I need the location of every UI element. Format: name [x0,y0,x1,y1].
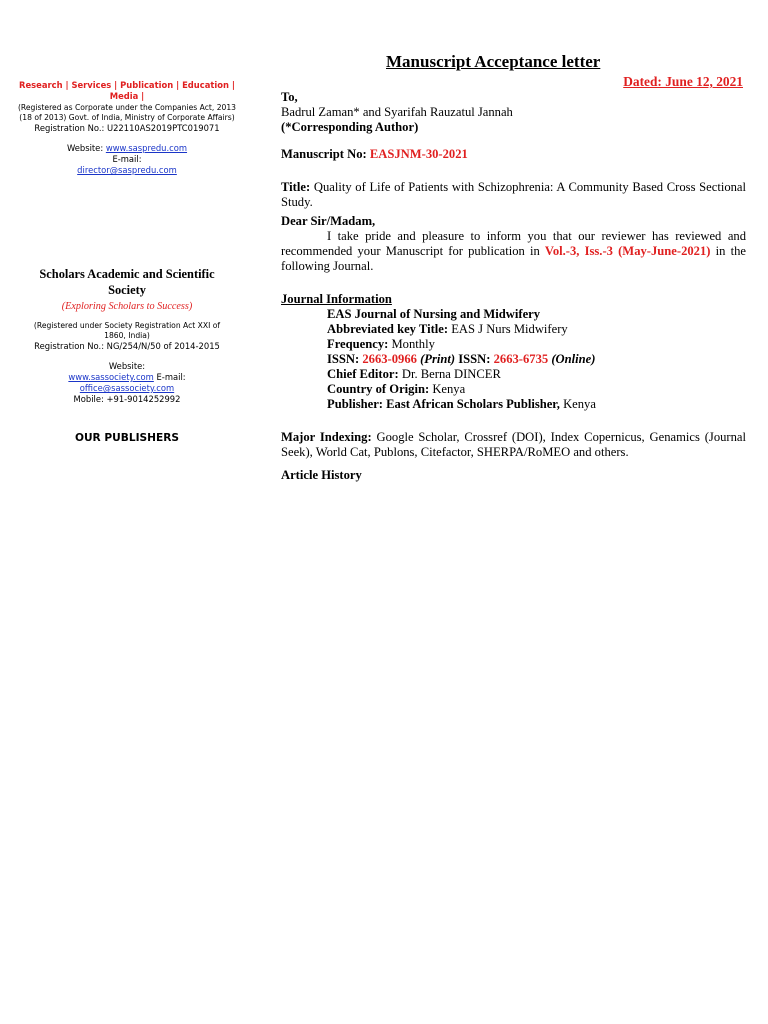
corporate-registration-number: Registration No.: U22110AS2019PTC019071 [34,123,220,133]
acceptance-text-end: in the following Journal. [281,244,746,273]
website-link-saspredu[interactable]: www.saspredu.com [105,143,188,153]
title-line [281,180,746,210]
society-registration-number: Registration No.: NG/254/N/50 of 2014-2015 [34,341,220,351]
issn-label: ISSN: [327,352,360,366]
abbreviated-title: EAS J Nurs Midwifery [451,322,568,336]
issn-online-label: (Online) [551,352,596,366]
society-tagline: (Exploring Scholars to Success) [61,301,193,312]
website-row-2 [8,372,246,383]
chief-editor-line [281,367,746,382]
email-label-2: E-mail: [156,372,186,382]
society-name: Scholars Academic and Scientific Society [39,267,215,297]
letter-date: Dated: June 12, 2021 [623,74,743,89]
manuscript-number: EASJNM-30-2021 [369,147,468,161]
indexing-text: Google Scholar, Crossref (DOI), Index Copernicus, Genamics (Journal Seek), World Cat, Publons, Citefactor, SHERPA/RoMEO and others. [281,430,746,459]
issn-print-label: (Print) [420,352,456,366]
to-line: To, [281,90,298,104]
issn-line [281,352,746,367]
corporate-registration-line1: (Registered as Corporate under the Companies Act, 2013 [17,103,237,112]
title-label: Title: [281,180,311,194]
manuscript-label: Manuscript No: [281,147,367,161]
website-link-sassociety[interactable]: www.sassociety.com [68,372,154,382]
chief-editor-label: Chief Editor: [327,367,399,381]
mobile-number: Mobile: +91-9014252992 [73,394,181,404]
salutation: Dear Sir/Madam, [281,214,376,228]
society-registration-line1: (Registered under Society Registration Act XXI of [33,321,221,330]
country-line [281,382,746,397]
email-label: E-mail: [112,154,142,164]
authors-line: Badrul Zaman* and Syarifah Rauzatul Jannah [281,105,513,119]
indexing-label: Major Indexing: [281,430,372,444]
letter-heading: Manuscript Acceptance letter [386,52,601,71]
volume-issue: Vol.-3, Iss.-3 (May-June-2021) [544,244,711,258]
corporate-registration-line2: (18 of 2013) Govt. of India, Ministry of Corporate Affairs) [19,113,235,122]
email-link-director[interactable]: director@saspredu.com [77,165,177,175]
issn-label-2: ISSN: [458,352,491,366]
publisher-line [281,397,746,412]
country-value: Kenya [432,382,466,396]
manuscript-title: Quality of Life of Patients with Schizophrenia: A Community Based Cross Sectional Study. [281,180,747,209]
our-publishers-heading: OUR PUBLISHERS [74,432,180,444]
country-label: Country of Origin: [327,382,430,396]
sidebar [8,80,246,444]
article-history-heading: Article History [281,468,362,482]
manuscript-number-line [281,147,746,162]
journal-info-heading: Journal Information [281,292,392,306]
website-label: Website: [66,143,104,153]
email-link-office[interactable]: office@sassociety.com [79,383,175,393]
acceptance-paragraph [281,229,746,274]
issn-online: 2663-6735 [493,352,549,366]
chief-editor: Dr. Berna DINCER [401,367,501,381]
indexing-paragraph [281,430,746,460]
journal-name: EAS Journal of Nursing and Midwifery [327,307,541,321]
services-nav: Research | Services | Publication | Education | Media | [19,80,235,101]
website-label-2: Website: [108,361,146,371]
issn-print: 2663-0966 [362,352,417,366]
abbreviated-title-line [281,322,746,337]
abbreviated-title-label: Abbreviated key Title: [327,322,449,336]
frequency-value: Monthly [391,337,435,351]
frequency-label: Frequency: [327,337,389,351]
society-registration-line2: 1860, India) [104,331,150,340]
website-row-1 [8,143,246,154]
frequency-line [281,337,746,352]
corresponding-author-note: (*Corresponding Author) [281,120,419,134]
publisher-label: Publisher: East African Scholars Publisher, [327,397,560,411]
letter-body [281,90,746,483]
acceptance-text: I take pride and pleasure to inform you that our reviewer has reviewed and recommended your Manuscript for publication in [281,229,746,258]
publisher-country: Kenya [563,397,596,411]
